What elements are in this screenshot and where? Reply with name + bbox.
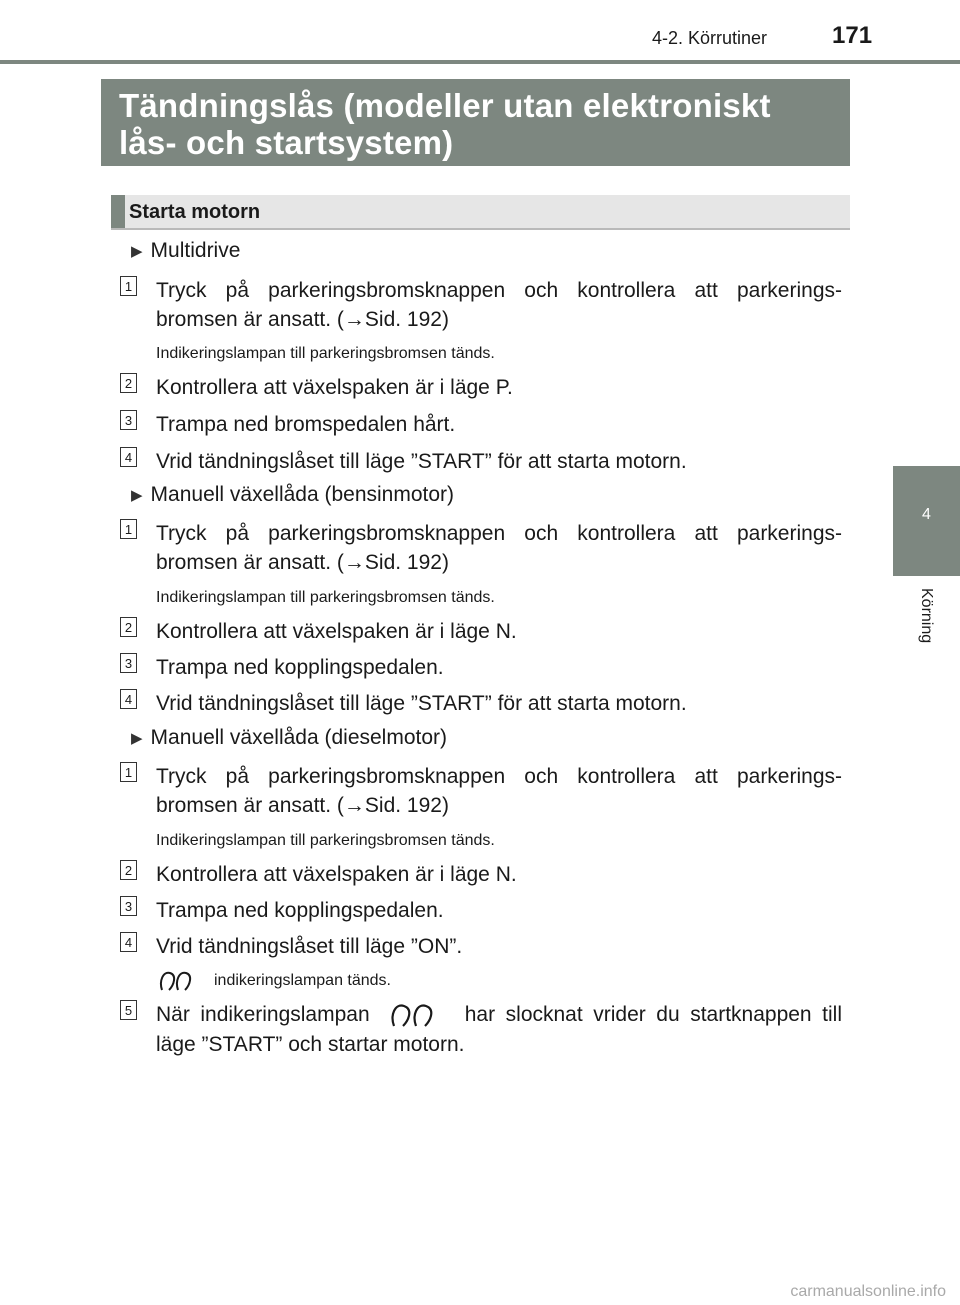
step-number: 3 xyxy=(120,896,137,916)
step-text: Kontrollera att växelspaken är i läge N. xyxy=(156,620,517,643)
step-text: Vrid tändningslåset till läge ”ON”. xyxy=(156,935,463,958)
step-item xyxy=(120,689,842,718)
step-number: 1 xyxy=(120,762,137,782)
step-text xyxy=(156,1000,842,1059)
step-note: Indikeringslampan till parkeringsbromsen tänds. xyxy=(156,345,495,362)
subheading-bar xyxy=(111,195,125,228)
page-title-box xyxy=(101,79,850,166)
glow-plug-indicator-icon xyxy=(156,968,204,994)
variant-heading xyxy=(131,483,454,507)
step-text: Kontrollera att växelspaken är i läge P. xyxy=(156,376,513,399)
step-text: Trampa ned bromspedalen hårt. xyxy=(156,413,456,436)
chapter-label: Körning xyxy=(918,588,935,644)
step-note xyxy=(156,968,391,994)
variant-label: Manuell växellåda (dieselmotor) xyxy=(150,726,448,749)
step-number: 3 xyxy=(120,410,137,430)
triangle-bullet-icon: ▶ xyxy=(131,730,143,747)
step-item xyxy=(120,617,842,646)
page-title-line2: lås- och startsystem) xyxy=(119,124,454,161)
step-note: Indikeringslampan till parkeringsbromsen tänds. xyxy=(156,832,495,849)
variant-label: Manuell växellåda (bensinmotor) xyxy=(150,483,455,506)
variant-label: Multidrive xyxy=(150,239,241,262)
variant-heading xyxy=(131,239,240,263)
step-text: Trampa ned kopplingspedalen. xyxy=(156,656,444,679)
step-number: 3 xyxy=(120,653,137,673)
note-text: indikeringslampan tänds. xyxy=(214,972,391,989)
footer-watermark: carmanualsonline.info xyxy=(790,1283,946,1300)
step-text-before: När indikeringslampan xyxy=(156,1003,370,1026)
step-item xyxy=(120,1000,842,1059)
step-text: Trampa ned kopplingspedalen. xyxy=(156,899,444,922)
step-item xyxy=(120,860,842,889)
step-number: 2 xyxy=(120,373,137,393)
step-number: 2 xyxy=(120,860,137,880)
step-item xyxy=(120,373,842,402)
step-item xyxy=(120,276,842,334)
triangle-bullet-icon: ▶ xyxy=(131,243,143,260)
step-number: 1 xyxy=(120,519,137,539)
step-number: 2 xyxy=(120,617,137,637)
variant-heading xyxy=(131,726,447,750)
step-text: Vrid tändningslåset till läge ”START” för att starta motorn. xyxy=(156,450,687,473)
subheading xyxy=(111,195,850,230)
step-number: 4 xyxy=(120,447,137,467)
step-text: Tryck på parkeringsbromsknappen och kontrollera att parkerings-bromsen är ansatt. (→Sid. 192) xyxy=(156,765,842,817)
chapter-number: 4 xyxy=(922,506,931,523)
step-number: 1 xyxy=(120,276,137,296)
step-item xyxy=(120,896,842,925)
step-item xyxy=(120,932,842,961)
step-item xyxy=(120,447,842,476)
chapter-tab xyxy=(893,466,960,576)
step-item xyxy=(120,762,842,820)
step-text-after: har slocknat vrider du startknappen till läge ”START” och startar motorn. xyxy=(156,1003,842,1057)
step-note: Indikeringslampan till parkeringsbromsen tänds. xyxy=(156,589,495,606)
step-text: Vrid tändningslåset till läge ”START” för att starta motorn. xyxy=(156,692,687,715)
subheading-text: Starta motorn xyxy=(129,201,261,223)
page-title-line1: Tändningslås (modeller utan elektroniskt xyxy=(119,87,771,124)
step-text: Tryck på parkeringsbromsknappen och kontrollera att parkerings-bromsen är ansatt. (→Sid. 192) xyxy=(156,522,842,574)
section-label: 4-2. Körrutiner xyxy=(652,28,768,48)
step-number: 5 xyxy=(120,1000,137,1020)
step-number: 4 xyxy=(120,932,137,952)
step-item xyxy=(120,519,842,577)
step-text: Kontrollera att växelspaken är i läge N. xyxy=(156,863,517,886)
step-number: 4 xyxy=(120,689,137,709)
step-item xyxy=(120,653,842,682)
step-text: Tryck på parkeringsbromsknappen och kontrollera att parkerings-bromsen är ansatt. (→Sid. 192) xyxy=(156,279,842,331)
step-item xyxy=(120,410,842,439)
glow-plug-indicator-icon xyxy=(386,1000,448,1030)
header-divider xyxy=(0,60,960,64)
page-number: 171 xyxy=(832,22,873,49)
triangle-bullet-icon: ▶ xyxy=(131,487,143,504)
